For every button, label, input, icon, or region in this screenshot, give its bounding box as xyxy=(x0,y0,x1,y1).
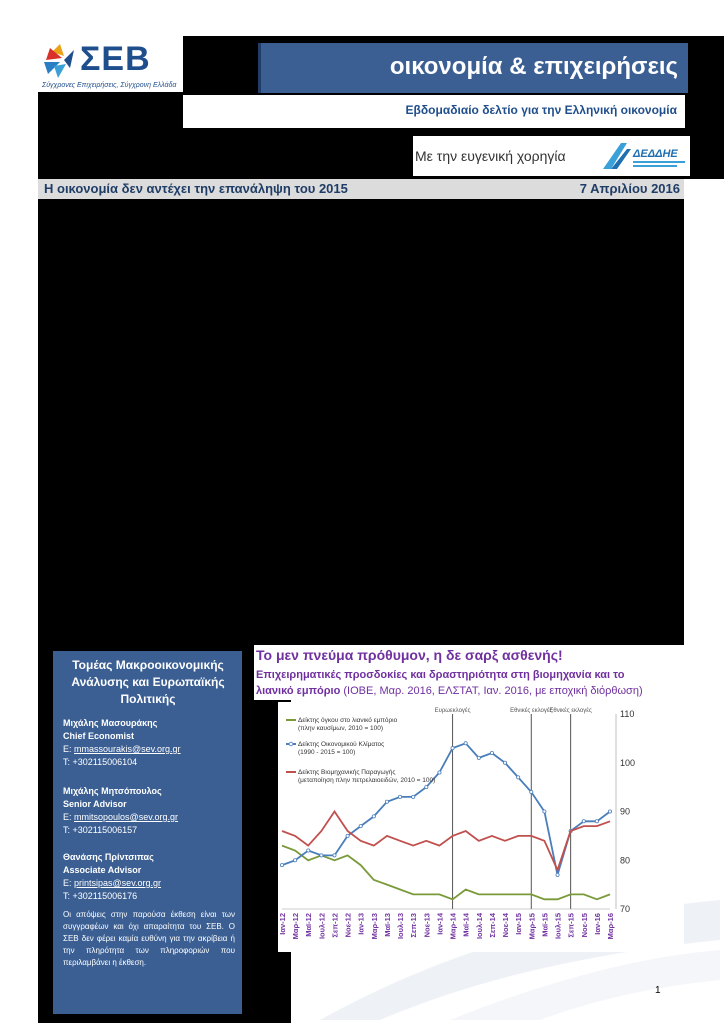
data-point xyxy=(359,825,362,828)
data-point xyxy=(294,859,297,862)
x-tick-label: Σεπ-12 xyxy=(330,913,340,938)
contact-sidebar xyxy=(53,651,242,1014)
chart-heading: Το μεν πνεύμα πρόθυμον, η δε σαρξ ασθενής! xyxy=(256,647,563,663)
chart-subtitle-source: (ΙΟΒΕ, Μαρ. 2016, ΕΛΣΤΑΤ, Ιαν. 2016, με εποχική διόρθωση) xyxy=(340,685,643,697)
x-tick-label: Μαϊ-14 xyxy=(461,913,471,937)
legend-marker xyxy=(289,742,293,746)
data-point xyxy=(412,795,415,798)
legend-label-detail: (1990 - 2015 = 100) xyxy=(298,749,356,756)
contact-tel: T: +302115006176 xyxy=(63,891,138,901)
title-bar xyxy=(38,179,684,199)
contact-name: Μιχάλης Μασουράκης xyxy=(63,718,158,728)
x-tick-label: Σεπ-13 xyxy=(409,913,419,938)
x-tick-label: Μαρ-14 xyxy=(448,913,458,940)
data-point xyxy=(503,761,506,764)
y-tick-label: 110 xyxy=(620,709,635,719)
x-tick-label: Μαρ-16 xyxy=(606,913,615,940)
x-tick-label: Νοε-12 xyxy=(343,913,353,938)
contact-card xyxy=(63,785,241,837)
x-tick-label: Ιουλ-14 xyxy=(474,913,484,940)
email-label: E: xyxy=(63,744,72,754)
weekly-subtitle: Εβδομαδιαίο δελτίο για την Ελληνική οικονομία xyxy=(405,103,677,117)
chart-subtitle-line2 xyxy=(256,685,643,697)
data-point xyxy=(517,776,520,779)
data-point xyxy=(451,747,454,750)
x-tick-label: Μαρ-13 xyxy=(369,913,379,940)
sev-star-icon xyxy=(40,40,80,80)
contact-name: Μιχάλης Μητσόπουλος xyxy=(63,786,162,796)
contact-name: Θανάσης Πρίντσιπας xyxy=(63,852,154,862)
sev-logo xyxy=(40,40,180,90)
x-tick-label: Σεπ-14 xyxy=(487,913,497,938)
data-point xyxy=(477,756,480,759)
data-point xyxy=(438,771,441,774)
data-point xyxy=(556,873,559,876)
data-point xyxy=(333,854,336,857)
y-tick-label: 100 xyxy=(620,757,636,768)
x-tick-label: Ιαν-14 xyxy=(435,913,445,935)
deddie-logo-text: ΔΕΔΔΗΕ xyxy=(633,148,678,160)
event-label: Εθνικές εκλογές xyxy=(549,708,592,714)
contact-tel: T: +302115006157 xyxy=(63,825,138,835)
publication-title: οικονομία & επιχειρήσεις xyxy=(389,53,678,80)
chart-subtitle-bold: λιανικό εμπόριο xyxy=(256,685,341,697)
data-point xyxy=(490,751,493,754)
logo-tagline: Σύγχρονες Επιχειρήσεις, Σύγχρονη Ελλάδα xyxy=(42,82,177,89)
email-label: E: xyxy=(63,878,72,888)
contact-email-link[interactable]: mmassourakis@sev.org.gr xyxy=(74,744,181,754)
legend-label: Δείκτης Βιομηχανικής Παραγωγής xyxy=(298,769,396,776)
x-tick-label: Μαϊ-13 xyxy=(382,913,392,937)
x-tick-label: Νοε-15 xyxy=(579,913,589,938)
x-tick-label: Μαρ-12 xyxy=(291,913,301,940)
x-tick-label: Ιαν-16 xyxy=(592,913,602,935)
x-tick-label: Ιουλ-13 xyxy=(396,913,406,940)
sponsor-text: Με την ευγενική χορηγία xyxy=(415,148,566,164)
redaction-block-main xyxy=(38,199,684,645)
chart-subtitle-line1: Επιχειρηματικές προσδοκίες και δραστηριότητα στη βιομηχανία και το xyxy=(256,669,625,681)
x-tick-label: Μαϊ-12 xyxy=(304,913,314,937)
data-point xyxy=(608,810,611,813)
article-headline: Η οικονομία δεν αντέχει την επανάληψη του 2015 xyxy=(44,181,348,196)
contact-card xyxy=(63,851,241,903)
x-tick-label: Ιαν-15 xyxy=(514,913,524,935)
contact-role: Senior Advisor xyxy=(63,799,127,809)
y-tick-label: 80 xyxy=(620,855,631,866)
contact-role: Associate Advisor xyxy=(63,865,142,875)
email-label: E: xyxy=(63,812,72,822)
data-point xyxy=(320,854,323,857)
weekly-banner xyxy=(183,95,685,128)
issue-date: 7 Απριλίου 2016 xyxy=(579,181,680,196)
line-chart xyxy=(278,702,684,952)
sponsor-box xyxy=(413,136,690,176)
x-tick-label: Σεπ-15 xyxy=(566,913,576,938)
data-point xyxy=(464,742,467,745)
sidebar-heading: Τομέας Μακροοικονομικής Ανάλυσης και Ευρωπαϊκής Πολιτικής xyxy=(71,658,225,706)
logo-wordmark: ΣΕΒ xyxy=(80,40,151,78)
data-point xyxy=(372,815,375,818)
event-label: Εθνικές εκλογές xyxy=(510,708,553,714)
contact-tel: T: +302115006104 xyxy=(63,757,138,767)
x-tick-label: Ιουλ-15 xyxy=(553,913,563,940)
data-point xyxy=(582,820,585,823)
data-point xyxy=(530,790,533,793)
page-number: 1 xyxy=(655,985,661,996)
data-point xyxy=(280,864,283,867)
data-point xyxy=(385,800,388,803)
y-tick-label: 90 xyxy=(620,806,631,817)
disclaimer: Οι απόψεις στην παρούσα έκθεση είναι των συγγραφέων και όχι απαραίτητα του ΣΕΒ. Ο ΣΕΒ δεν φέρει καμία ευθύνη για την ακρίβεια ή την πληρότητα των πληροφοριών που περιλαμβάνει η έκθεση. xyxy=(63,910,235,967)
legend-label-detail: (πλην καυσίμων, 2010 = 100) xyxy=(298,725,384,732)
x-tick-label: Ιαν-13 xyxy=(356,913,366,935)
deddie-logo xyxy=(601,139,689,173)
x-tick-label: Νοε-13 xyxy=(422,913,432,938)
data-point xyxy=(307,849,310,852)
header-bar xyxy=(258,43,688,93)
x-tick-label: Νοε-14 xyxy=(501,913,511,938)
x-tick-label: Μαρ-15 xyxy=(527,913,537,940)
x-tick-label: Ιουλ-12 xyxy=(317,913,327,940)
contact-email-link[interactable]: printsipas@sev.org.gr xyxy=(74,878,162,888)
data-point xyxy=(543,810,546,813)
x-tick-label: Μαϊ-15 xyxy=(540,913,550,937)
contact-email-link[interactable]: mmitsopoulos@sev.org.gr xyxy=(74,812,179,822)
legend-label-detail: (μεταποίηση πλην πετρελαιοειδών, 2010 = 100) xyxy=(298,777,436,784)
contact-role: Chief Economist xyxy=(63,731,135,741)
x-tick-label: Ιαν-12 xyxy=(278,913,287,935)
data-point xyxy=(398,795,401,798)
data-point xyxy=(425,786,428,789)
y-tick-label: 70 xyxy=(620,904,631,914)
data-point xyxy=(346,834,349,837)
event-label: Ευρωεκλογές xyxy=(434,708,471,714)
data-point xyxy=(595,820,598,823)
contact-card xyxy=(63,717,241,769)
legend-label: Δείκτης Οικονομικού Κλίματος xyxy=(298,741,385,748)
legend-label: Δείκτης όγκου στο λιανικό εμπόριο xyxy=(298,717,398,724)
